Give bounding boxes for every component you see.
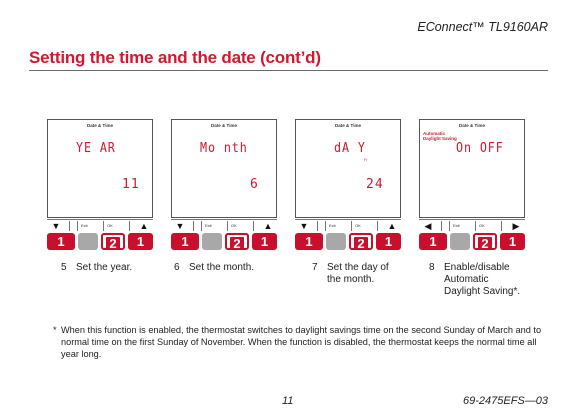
display-main-text: YE AR — [76, 141, 116, 156]
down-arrow-icon[interactable]: ▼ — [299, 221, 309, 231]
step-caption-line: Automatic — [444, 274, 489, 285]
step-callout-1-left: 1 — [295, 233, 323, 250]
step-caption-line: Daylight Saving*. — [444, 286, 521, 297]
left-arrow-icon[interactable]: ◀ — [424, 221, 432, 231]
step-number: 6 — [174, 262, 180, 273]
step-callout-1-right: 1 — [128, 233, 153, 250]
exit-softkey[interactable]: Exit — [449, 221, 460, 231]
page-title: Setting the time and the date (cont’d) — [29, 48, 321, 67]
footnote-marker: * — [53, 325, 57, 335]
display-value: 11 — [122, 177, 140, 192]
right-arrow-icon[interactable]: ▶ — [512, 221, 520, 231]
display-main-text: Mo nth — [200, 141, 248, 156]
document-code: 69-2475EFS—03 — [463, 395, 548, 407]
step-callout-2 — [225, 233, 249, 250]
down-arrow-icon[interactable]: ▼ — [51, 221, 61, 231]
callout-buttons — [47, 233, 153, 250]
callout-buttons — [419, 233, 525, 250]
step-callout-2 — [473, 233, 497, 250]
display-value: 6 — [250, 177, 259, 192]
footnote-text: When this function is enabled, the thermostat switches to daylight savings time on the second Sunday of March and to normal time on the first Sunday of November. When the function is disabled, the thermostat keeps the normal time all year long. — [61, 325, 542, 359]
step-callout-2 — [101, 233, 125, 250]
step-callout-2-label: 2 — [106, 237, 120, 250]
gray-key-marker — [78, 233, 98, 250]
step-callout-1-left: 1 — [419, 233, 447, 250]
screen-title: Date & Time — [87, 123, 113, 128]
callout-buttons — [295, 233, 401, 250]
ok-softkey[interactable]: OK — [103, 221, 113, 231]
up-arrow-icon[interactable]: ▲ — [263, 221, 273, 231]
page-number: 11 — [282, 395, 294, 407]
thermostat-screen — [171, 119, 277, 218]
ok-softkey[interactable]: OK — [475, 221, 485, 231]
step-caption-line: Enable/disable — [444, 262, 510, 273]
step-callout-1-left: 1 — [47, 233, 75, 250]
step-number: 8 — [429, 262, 435, 273]
callout-buttons — [171, 233, 277, 250]
display-sub-text: Fr — [364, 158, 368, 162]
softkey-divider — [253, 221, 254, 231]
step-number: 5 — [61, 262, 67, 273]
up-arrow-icon[interactable]: ▲ — [387, 221, 397, 231]
gray-key-marker — [450, 233, 470, 250]
step-caption-line: Set the year. — [76, 262, 133, 273]
up-arrow-icon[interactable]: ▲ — [139, 221, 149, 231]
thermostat-screen — [419, 119, 525, 218]
softkey-bar — [419, 219, 525, 231]
step-callout-1-right: 1 — [252, 233, 277, 250]
thermostat-screen — [295, 119, 401, 218]
step-callout-2 — [349, 233, 373, 250]
thermostat-screen — [47, 119, 153, 218]
gray-key-marker — [326, 233, 346, 250]
step-callout-2-label: 2 — [478, 237, 492, 250]
softkey-divider — [317, 221, 318, 231]
step-callout-1-left: 1 — [171, 233, 199, 250]
softkey-bar — [171, 219, 277, 231]
gray-key-marker — [202, 233, 222, 250]
screen-title: Date & Time — [459, 123, 485, 128]
screen-title: Date & Time — [211, 123, 237, 128]
step-callout-1-right: 1 — [376, 233, 401, 250]
softkey-divider — [377, 221, 378, 231]
softkey-divider — [501, 221, 502, 231]
exit-softkey[interactable]: Exit — [201, 221, 212, 231]
footnote — [53, 324, 543, 360]
thermostat-device-step-8 — [419, 119, 525, 250]
ok-softkey[interactable]: OK — [227, 221, 237, 231]
softkey-bar — [295, 219, 401, 231]
ok-softkey[interactable]: OK — [351, 221, 361, 231]
thermostat-device-step-5 — [47, 119, 153, 250]
display-main-text: dA Y — [334, 141, 366, 156]
down-arrow-icon[interactable]: ▼ — [175, 221, 185, 231]
screen-title: Date & Time — [335, 123, 361, 128]
softkey-bar — [47, 219, 153, 231]
thermostat-device-step-6 — [171, 119, 277, 250]
softkey-divider — [69, 221, 70, 231]
softkey-divider — [129, 221, 130, 231]
step-callout-1-right: 1 — [500, 233, 525, 250]
softkey-divider — [441, 221, 442, 231]
exit-softkey[interactable]: Exit — [77, 221, 88, 231]
step-caption-line: the month. — [327, 274, 375, 285]
header-model: EConnect™ TL9160AR — [417, 20, 548, 34]
display-main-text: On OFF — [456, 141, 504, 156]
step-number: 7 — [312, 262, 318, 273]
softkey-divider — [193, 221, 194, 231]
thermostat-device-step-7 — [295, 119, 401, 250]
step-callout-2-label: 2 — [230, 237, 244, 250]
step-callout-2-label: 2 — [354, 237, 368, 250]
display-value: 24 — [366, 177, 384, 192]
step-caption-line: Set the month. — [189, 262, 255, 273]
exit-softkey[interactable]: Exit — [325, 221, 336, 231]
title-rule — [29, 70, 548, 71]
screen-side-label: Automatic Daylight Saving — [423, 131, 457, 141]
step-caption-line: Set the day of — [327, 262, 389, 273]
